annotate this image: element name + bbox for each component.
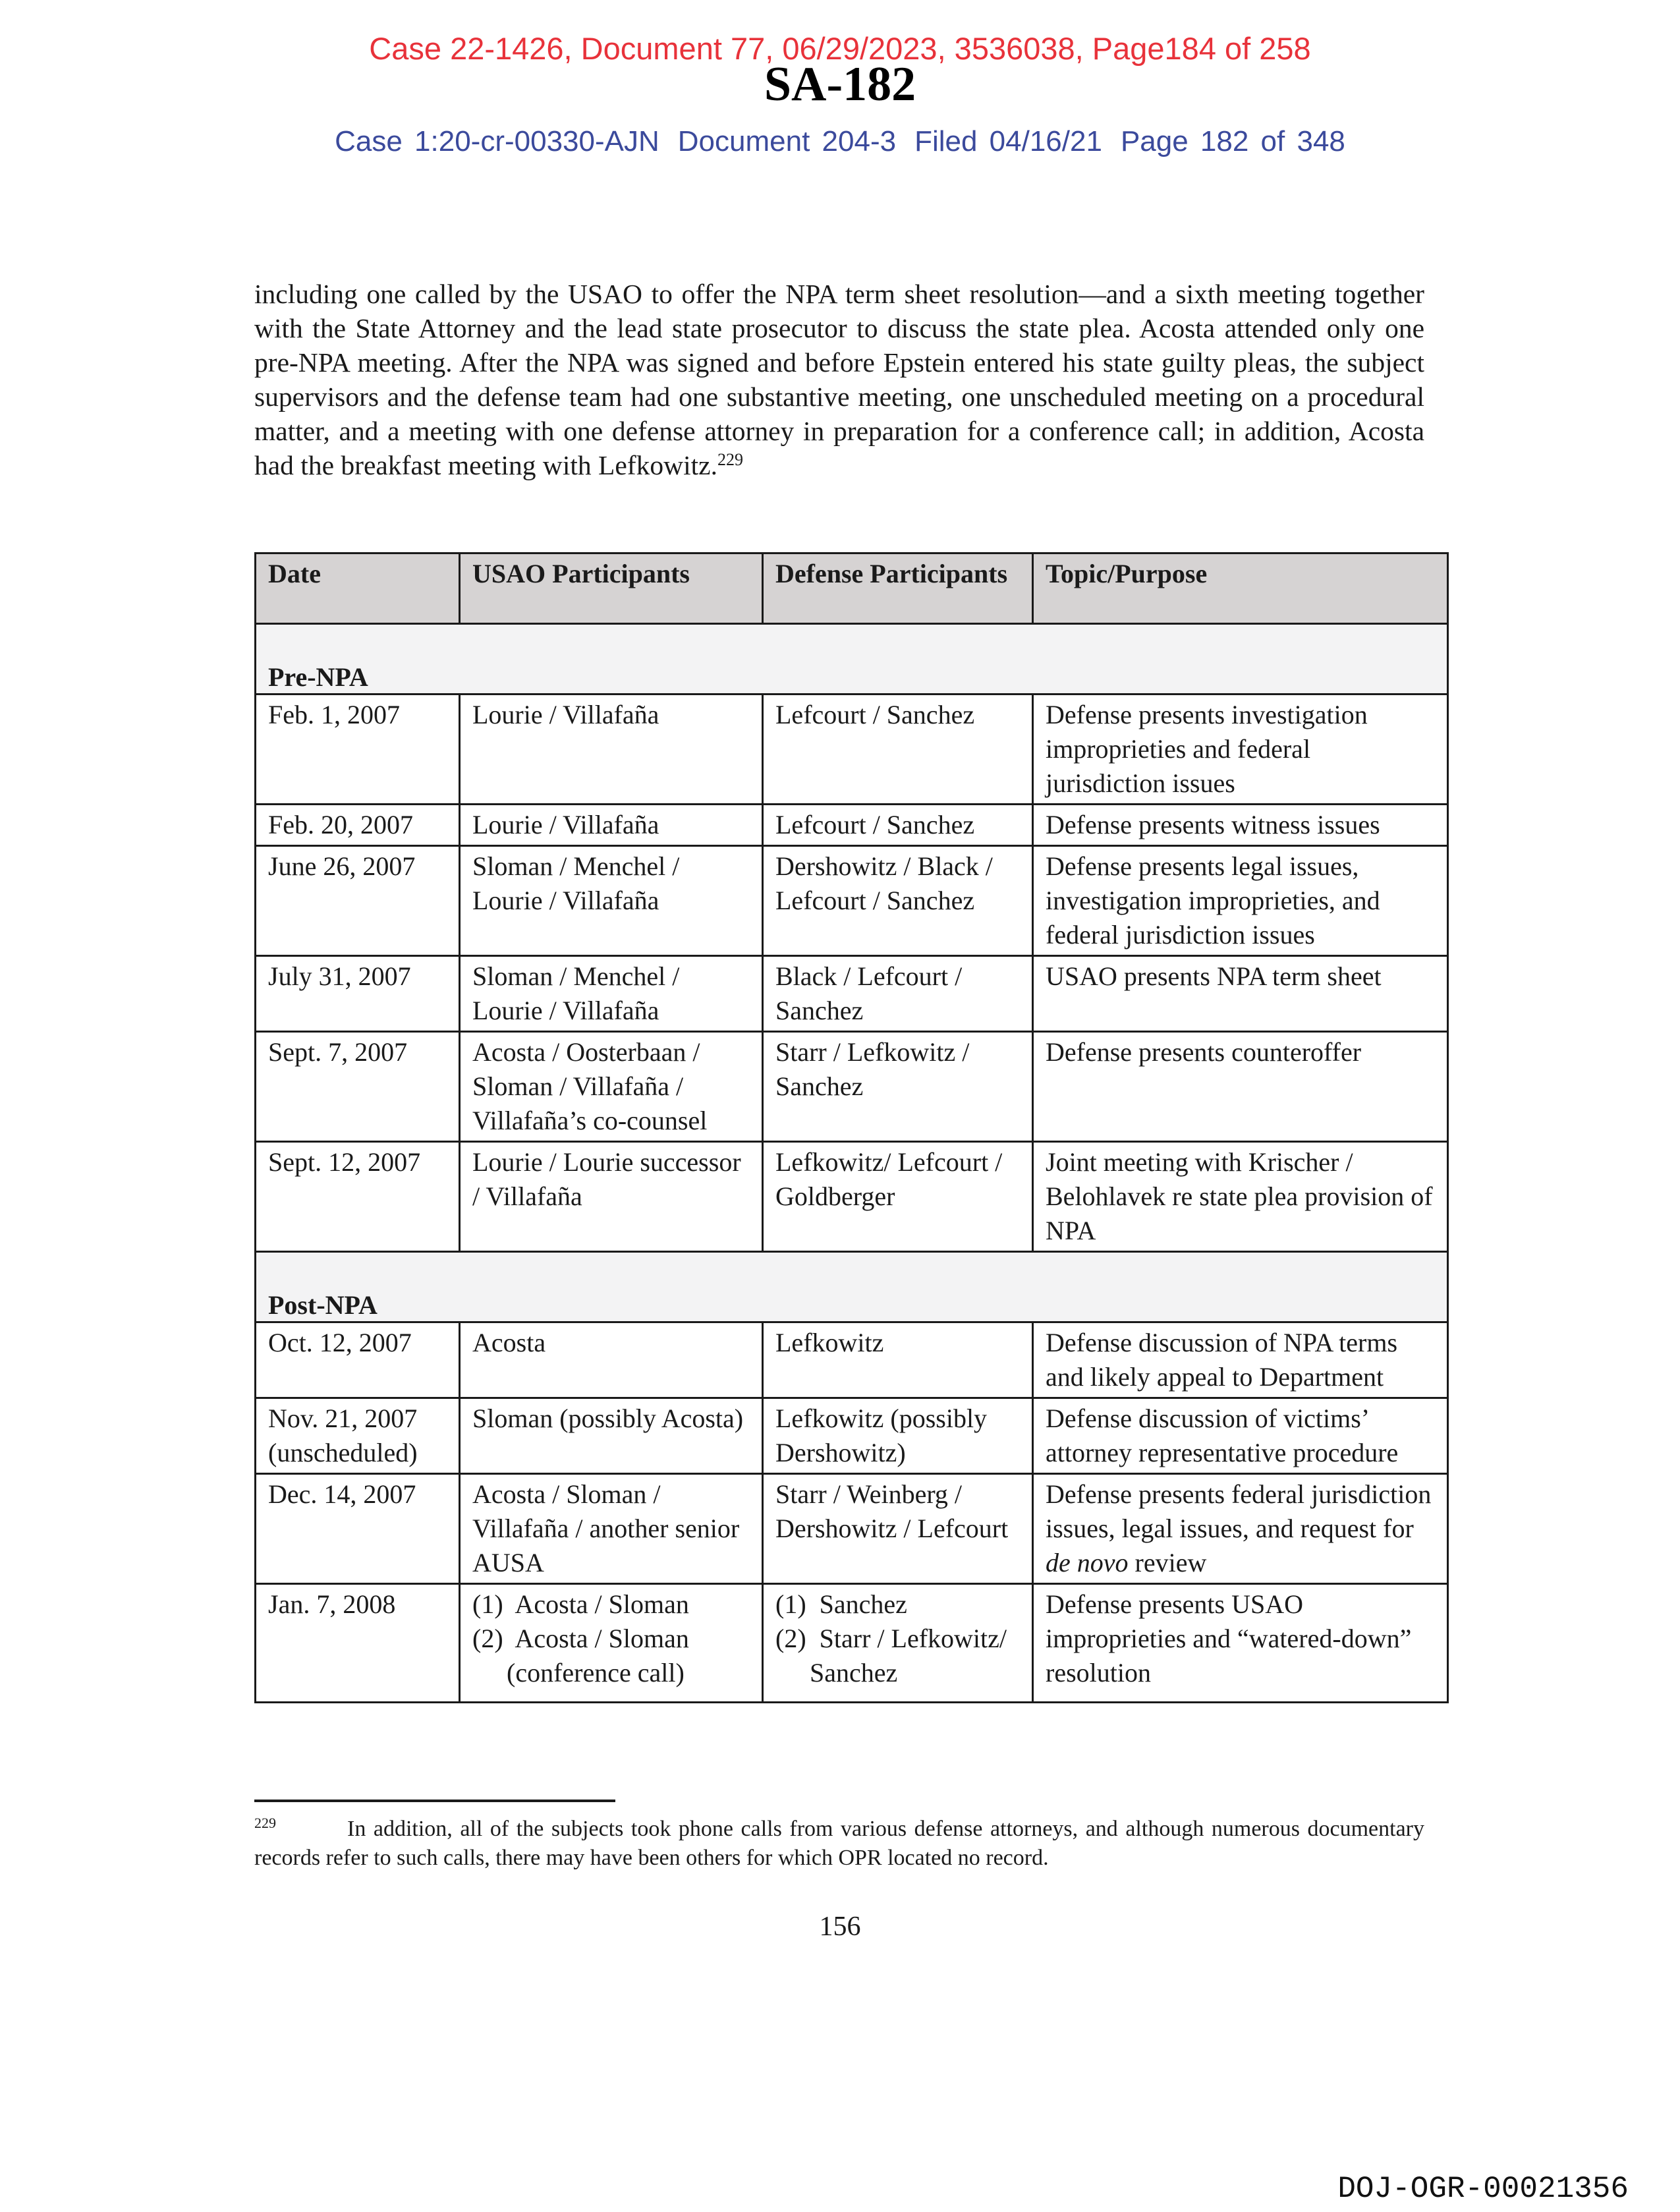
cell-topic: Defense discussion of victims’ attorney representative procedure	[1033, 1398, 1448, 1474]
cell-date: Oct. 12, 2007	[256, 1322, 460, 1398]
district-page-count: Page 182 of 348	[1120, 125, 1345, 157]
cell-usao: Lourie / Lourie successor / Villafaña	[460, 1142, 763, 1252]
cell-date: July 31, 2007	[256, 956, 460, 1032]
cell-defense: Lefkowitz (possibly Dershowitz)	[763, 1398, 1033, 1474]
table-row	[256, 1322, 1448, 1398]
header-defense-participants: Defense Participants	[763, 553, 1033, 624]
section-label: Post-NPA	[256, 1252, 1448, 1322]
table-row	[256, 1584, 1448, 1703]
defense-list-item: (1) Sanchez	[775, 1589, 907, 1619]
topic-italic-term: de novo	[1046, 1548, 1129, 1577]
cell-defense: Lefcourt / Sanchez	[763, 805, 1033, 846]
cell-date: Sept. 7, 2007	[256, 1032, 460, 1142]
district-filed-date: Filed 04/16/21	[914, 125, 1102, 157]
cell-defense: Starr / Weinberg / Dershowitz / Lefcourt	[763, 1474, 1033, 1584]
table-row	[256, 1142, 1448, 1252]
cell-usao: Sloman (possibly Acosta)	[460, 1398, 763, 1474]
usao-list-item: (2) Acosta / Sloman (conference call)	[472, 1624, 689, 1687]
header-date: Date	[256, 553, 460, 624]
table-header-row	[256, 553, 1448, 624]
footnote	[254, 1815, 1424, 1873]
cell-topic: USAO presents NPA term sheet	[1033, 956, 1448, 1032]
footnote-divider	[254, 1800, 615, 1802]
cell-usao	[460, 1584, 763, 1703]
topic-text-end: review	[1128, 1548, 1207, 1577]
bates-number: DOJ-OGR-00021356	[1337, 2172, 1629, 2206]
cell-topic	[1033, 1474, 1448, 1584]
appellate-case-stamp: Case 22-1426, Document 77, 06/29/2023, 3536038, Page184 of 258	[369, 31, 1311, 66]
cell-topic: Defense presents witness issues	[1033, 805, 1448, 846]
cell-defense: Black / Lefcourt / Sanchez	[763, 956, 1033, 1032]
cell-usao: Sloman / Menchel / Lourie / Villafaña	[460, 846, 763, 956]
page-number: 156	[819, 1912, 861, 1942]
cell-date: Feb. 20, 2007	[256, 805, 460, 846]
cell-topic: Joint meeting with Krischer / Belohlavek re state plea provision of NPA	[1033, 1142, 1448, 1252]
cell-topic: Defense presents legal issues, investigation improprieties, and federal jurisdiction issues	[1033, 846, 1448, 956]
body-paragraph	[254, 277, 1424, 482]
defense-list-item: (2) Starr / Lefkowitz/ Sanchez	[775, 1624, 1007, 1687]
table-row	[256, 1032, 1448, 1142]
table-row	[256, 695, 1448, 805]
table-row	[256, 805, 1448, 846]
cell-usao: Acosta / Oosterbaan / Sloman / Villafaña / Villafaña’s co-counsel	[460, 1032, 763, 1142]
cell-topic: Defense presents counteroffer	[1033, 1032, 1448, 1142]
header-usao-participants: USAO Participants	[460, 553, 763, 624]
cell-date-value: Nov. 21, 2007	[268, 1404, 418, 1433]
meetings-table	[254, 552, 1449, 1703]
cell-usao: Lourie / Villafaña	[460, 805, 763, 846]
cell-defense	[763, 1584, 1033, 1703]
cell-date	[256, 1398, 460, 1474]
table-row	[256, 1398, 1448, 1474]
paragraph-text: including one called by the USAO to offer the NPA term sheet resolution—and a sixth meeting together with the State Attorney and the lead state prosecutor to discuss the state plea. Acosta attended only one pre-NPA meeting. After the NPA was signed and before Epstein entered his state guilty pleas, the subject supervisors and the defense team had one substantive meeting, one unscheduled meeting on a procedural matter, and a meeting with one defense attorney in preparation for a conference call; in addition, Acosta had the breakfast meeting with Lefkowitz.	[254, 279, 1424, 480]
cell-date-note: (unscheduled)	[268, 1438, 418, 1467]
usao-list-item: (1) Acosta / Sloman	[472, 1589, 689, 1619]
section-row-post-npa	[256, 1252, 1448, 1322]
cell-date: Sept. 12, 2007	[256, 1142, 460, 1252]
cell-date: Dec. 14, 2007	[256, 1474, 460, 1584]
cell-topic: Defense presents investigation improprieties and federal jurisdiction issues	[1033, 695, 1448, 805]
cell-date: Feb. 1, 2007	[256, 695, 460, 805]
cell-date: Jan. 7, 2008	[256, 1584, 460, 1703]
footnote-number: 229	[254, 1815, 276, 1831]
cell-defense: Lefkowitz	[763, 1322, 1033, 1398]
cell-usao: Acosta / Sloman / Villafaña / another senior AUSA	[460, 1474, 763, 1584]
cell-defense: Dershowitz / Black / Lefcourt / Sanchez	[763, 846, 1033, 956]
district-case-stamp	[0, 125, 1680, 158]
section-label: Pre-NPA	[256, 624, 1448, 695]
header-topic-purpose: Topic/Purpose	[1033, 553, 1448, 624]
table-row	[256, 846, 1448, 956]
district-document-number: Document 204-3	[677, 125, 897, 157]
topic-text: Defense presents federal jurisdiction issues, legal issues, and request for	[1046, 1479, 1432, 1543]
section-row-pre-npa	[256, 624, 1448, 695]
cell-defense: Starr / Lefkowitz / Sanchez	[763, 1032, 1033, 1142]
cell-topic: Defense presents USAO improprieties and “watered-down” resolution	[1033, 1584, 1448, 1703]
cell-defense: Lefcourt / Sanchez	[763, 695, 1033, 805]
footnote-text: In addition, all of the subjects took phone calls from various defense attorneys, and although numerous documentary records refer to such calls, there may have been others for which OPR located no record.	[254, 1817, 1424, 1870]
district-case-number: Case 1:20-cr-00330-AJN	[335, 125, 659, 157]
cell-topic: Defense discussion of NPA terms and likely appeal to Department	[1033, 1322, 1448, 1398]
sa-page-label: SA-182	[764, 57, 916, 111]
cell-usao: Lourie / Villafaña	[460, 695, 763, 805]
footnote-reference: 229	[717, 450, 743, 469]
cell-usao: Sloman / Menchel / Lourie / Villafaña	[460, 956, 763, 1032]
table-row	[256, 956, 1448, 1032]
cell-date: June 26, 2007	[256, 846, 460, 956]
table-row	[256, 1474, 1448, 1584]
cell-usao: Acosta	[460, 1322, 763, 1398]
cell-defense: Lefkowitz/ Lefcourt / Goldberger	[763, 1142, 1033, 1252]
